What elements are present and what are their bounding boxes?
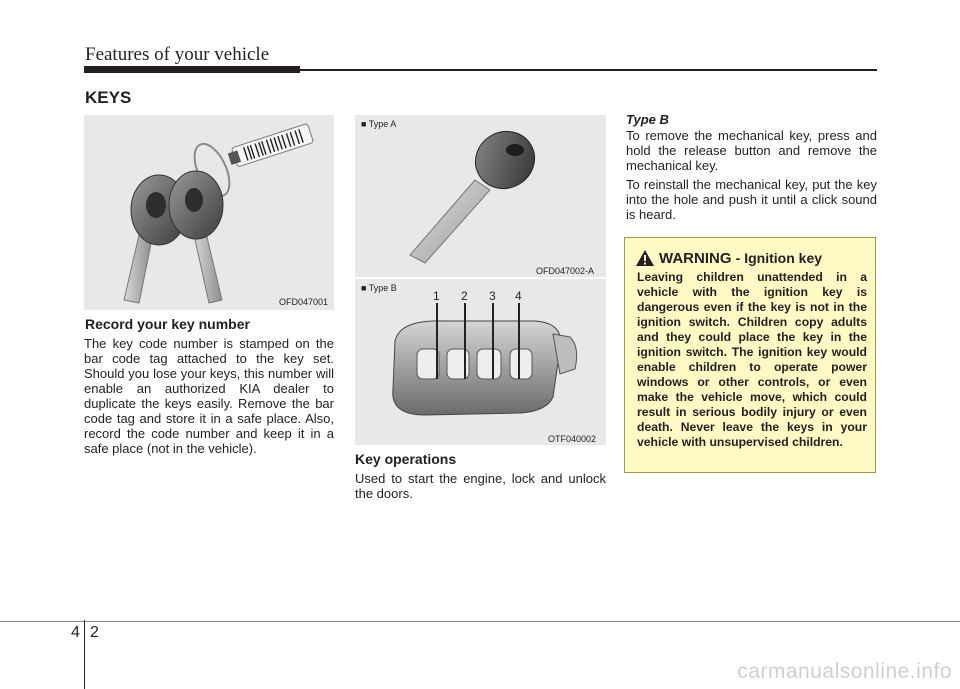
footer-divider — [84, 620, 85, 689]
type-b-para-2: To reinstall the mechanical key, put the key into the hole and push it until a click sound is heard. — [626, 177, 877, 222]
figure-code-2b: OTF040002 — [548, 434, 597, 444]
type-b-smart-key-illustration — [355, 279, 606, 445]
warning-box — [624, 237, 876, 473]
button-number-2: 2 — [461, 289, 468, 303]
key-set-illustration — [84, 115, 334, 310]
warning-icon — [636, 250, 654, 266]
figure-code-2a: OFD047002-A — [536, 266, 595, 276]
type-a-label: ■ Type A — [361, 119, 397, 129]
warning-title: WARNING — [659, 250, 732, 267]
button-number-3: 3 — [489, 289, 496, 303]
type-b-para-1: To remove the mechanical key, press and hold the release button and remove the mechanical key. — [626, 128, 877, 173]
record-key-heading: Record your key number — [85, 316, 250, 332]
key-operations-body: Used to start the engine, lock and unlock the doors. — [355, 471, 606, 501]
type-a-figure — [355, 115, 606, 277]
button-number-1: 1 — [433, 289, 440, 303]
page-section-number: 4 — [71, 624, 80, 641]
type-b-label: ■ Type B — [361, 283, 397, 293]
record-key-body: The key code number is stamped on the bar code tag attached to the key set. Should you lose your keys, this number will enable an authorized KIA dealer to duplicate the keys easily. Remove the bar code tag and store it in a safe place. Also, record the code number and keep it in a safe place (not in the vehicle). — [84, 336, 334, 456]
key-operations-heading: Key operations — [355, 451, 457, 467]
running-header: Features of your vehicle — [85, 44, 270, 65]
warning-heading — [659, 250, 822, 267]
page-number: 2 — [90, 624, 99, 641]
header-rule — [300, 69, 877, 71]
type-a-key-illustration — [355, 115, 606, 277]
section-title: KEYS — [85, 88, 132, 107]
header-bar — [84, 66, 300, 73]
footer-rule — [0, 621, 960, 622]
type-b-subheading: Type B — [626, 112, 669, 127]
figure-code-1: OFD047001 — [279, 297, 329, 307]
watermark: carmanualsonline.info — [737, 660, 952, 683]
warning-subtitle: - Ignition key — [735, 250, 823, 266]
warning-body: Leaving children unattended in a vehicle with the ignition key is dangerous even if the key is not in the ignition switch. Children copy adults and they could place the key in the ignition switch. The ignition key would enable children to operate power windows or other controls, or even make the vehicle move, which could result in serious bodily injury or even death. Never leave the keys in your vehicle with unsupervised children. — [637, 270, 867, 449]
key-set-figure — [84, 115, 334, 310]
type-b-figure — [355, 279, 606, 445]
button-number-4: 4 — [515, 289, 522, 303]
